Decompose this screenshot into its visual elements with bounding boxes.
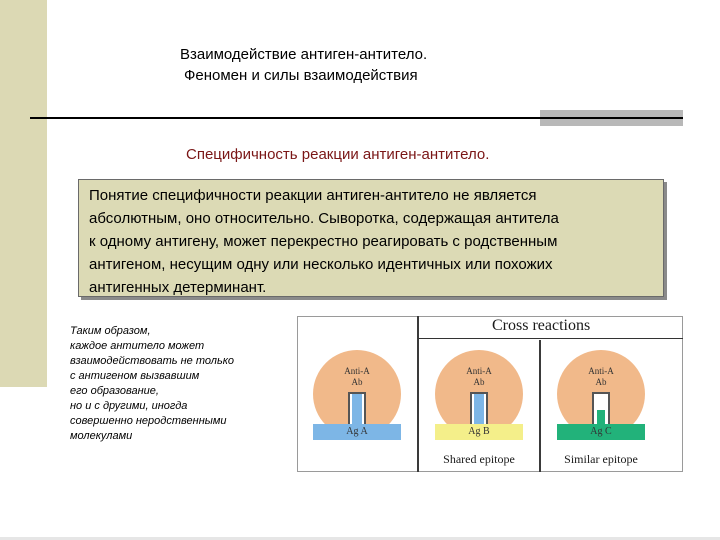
epitope [352,394,362,424]
note-line: взаимодействовать не только [70,355,235,367]
note-line: с антигеном вызвавшим [70,370,200,382]
definition-line: абсолютным, оно относительно. Сыворотка, содержащая антитела [89,210,559,227]
antigen-panel-b [419,316,539,472]
antigen-panel-a [297,316,417,472]
epitope [474,394,484,424]
definition-line: антигеном, несущим одну или несколько идентичных или похожих [89,256,553,273]
title-divider [30,117,540,119]
note-line: Таким образом, [70,325,151,337]
antigen-label: Ag A [346,426,368,437]
definition-line: антигенных детерминант. [89,279,267,296]
title-line-2: Феномен и силы взаимодействия [184,67,418,84]
definition-line: Понятие специфичности реакции антиген-антитело не является [89,187,537,204]
antigen-label: Ag C [590,426,612,437]
panel-caption: Similar epitope [564,452,638,466]
title-divider-box [540,110,683,126]
panel-caption: Shared epitope [443,452,515,466]
slide-title [180,44,427,86]
epitope [597,410,605,424]
definition-box [78,179,664,297]
title-line-1: Взаимодействие антиген-антитело. [180,46,428,63]
note-line: его образование, [70,385,159,397]
note-line: совершенно неродственными [70,415,227,427]
slide-subtitle: Специфичность реакции антиген-антитело. [186,146,490,163]
left-accent-bar [0,0,47,387]
definition-line: к одному антигену, может перекрестно реагировать с родственным [89,233,558,250]
antibody-label: Anti-A Ab [588,366,614,387]
antigen-panel-c [541,316,661,472]
antibody-label: Anti-A Ab [466,366,492,387]
conclusion-note [70,324,290,444]
antibody-label: Anti-A Ab [344,366,370,387]
note-line: но и с другими, иногда [70,400,188,412]
figure-title: Cross reactions [492,317,591,334]
cross-reactions-figure [297,316,683,472]
note-line: каждое антитело может [70,340,205,352]
antigen-label: Ag B [468,426,490,437]
note-line: молекулами [70,430,133,442]
